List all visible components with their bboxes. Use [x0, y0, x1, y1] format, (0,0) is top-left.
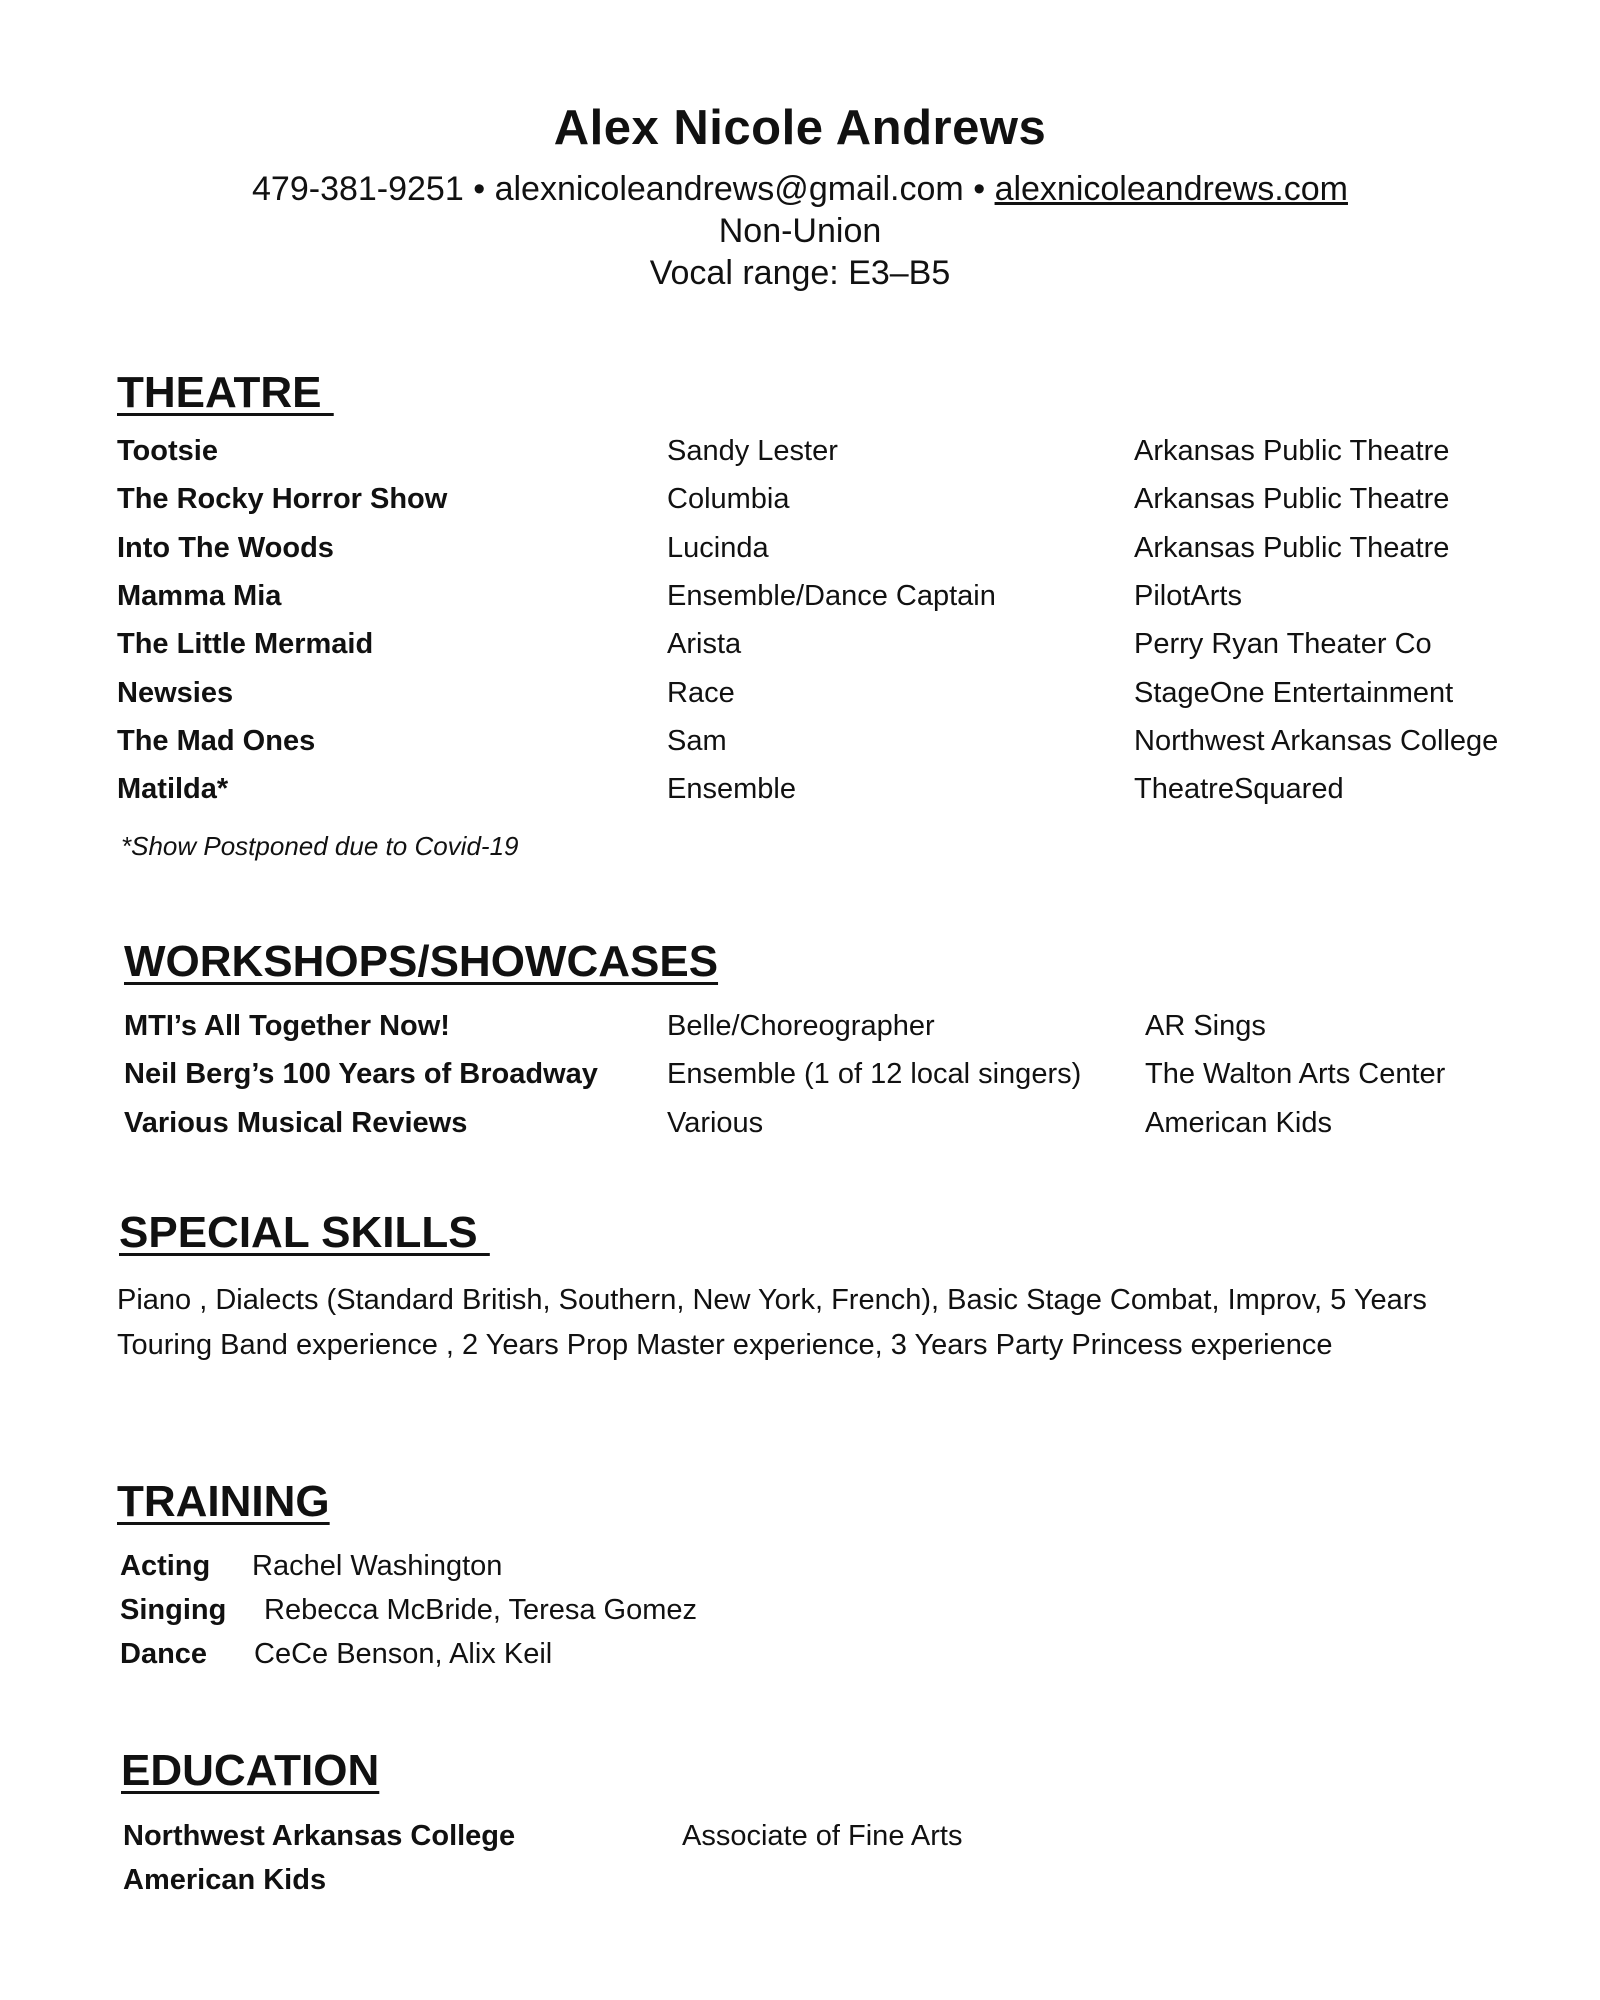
- resume-name: Alex Nicole Andrews: [553, 101, 1047, 155]
- school-name: American Kids: [123, 1864, 327, 1896]
- separator: •: [973, 170, 986, 208]
- show-title: Newsies: [117, 676, 234, 709]
- training-discipline: Acting: [120, 1550, 211, 1582]
- theatre-footnote: *Show Postponed due to Covid-19: [121, 831, 519, 861]
- role: Belle/Choreographer: [667, 1010, 935, 1042]
- role: Ensemble/Dance Captain: [667, 579, 996, 612]
- company: The Walton Arts Center: [1145, 1058, 1446, 1091]
- show-title: Into The Woods: [117, 531, 334, 564]
- vocal-range: Vocal range: E3–B5: [649, 254, 951, 292]
- training-instructors: CeCe Benson, Alix Keil: [254, 1638, 553, 1670]
- show-title: Mamma Mia: [117, 579, 282, 612]
- role: Race: [667, 676, 735, 709]
- show-title: The Mad Ones: [117, 724, 316, 757]
- company: TheatreSquared: [1134, 773, 1344, 806]
- training-instructors: Rachel Washington: [252, 1550, 503, 1582]
- school-name: Northwest Arkansas College: [123, 1820, 516, 1852]
- website-link[interactable]: alexnicoleandrews.com: [994, 170, 1348, 208]
- role: Sam: [667, 724, 727, 757]
- role: Ensemble: [667, 773, 796, 806]
- show-title: Tootsie: [117, 435, 218, 467]
- company: American Kids: [1145, 1106, 1332, 1139]
- company: Arkansas Public Theatre: [1134, 435, 1450, 467]
- show-title: The Little Mermaid: [117, 628, 374, 661]
- company: Northwest Arkansas College: [1134, 724, 1499, 757]
- company: Arkansas Public Theatre: [1134, 483, 1450, 516]
- role: Ensemble (1 of 12 local singers): [667, 1058, 1082, 1091]
- show-title: MTI’s All Together Now!: [124, 1010, 450, 1042]
- email-address: alexnicoleandrews@gmail.com: [494, 170, 964, 208]
- training-instructors: Rebecca McBride, Teresa Gomez: [264, 1594, 698, 1626]
- company: PilotArts: [1134, 579, 1242, 612]
- company: Perry Ryan Theater Co: [1134, 628, 1432, 661]
- training-discipline: Singing: [120, 1594, 227, 1626]
- education-heading: EDUCATION: [121, 1746, 380, 1795]
- show-title: The Rocky Horror Show: [117, 483, 448, 516]
- contact-line: [0, 170, 1600, 209]
- company: AR Sings: [1145, 1010, 1266, 1042]
- special-skills-text: Piano , Dialects (Standard British, Southern, New York, French), Basic Stage Combat, Improv, 5 Years Touring Band experience , 2 Years Prop Master experience, 3 Years Party Princess experience: [117, 1284, 1427, 1361]
- role: Columbia: [667, 483, 790, 516]
- theatre-heading: THEATRE: [117, 368, 334, 417]
- training-discipline: Dance: [120, 1638, 208, 1670]
- workshops-heading: WORKSHOPS/SHOWCASES: [124, 937, 719, 986]
- role: Various: [667, 1106, 764, 1139]
- role: Lucinda: [667, 531, 769, 564]
- role: Arista: [667, 628, 742, 661]
- show-title: Neil Berg’s 100 Years of Broadway: [124, 1058, 598, 1091]
- show-title: Matilda*: [117, 773, 229, 806]
- union-status: Non-Union: [718, 212, 882, 250]
- company: Arkansas Public Theatre: [1134, 531, 1450, 564]
- phone-number: 479-381-9251: [252, 170, 464, 208]
- separator: •: [473, 170, 486, 208]
- special-skills-heading: SPECIAL SKILLS: [119, 1208, 490, 1257]
- role: Sandy Lester: [667, 435, 838, 467]
- degree: Associate of Fine Arts: [682, 1820, 963, 1852]
- show-title: Various Musical Reviews: [124, 1106, 468, 1139]
- training-heading: TRAINING: [117, 1477, 330, 1526]
- company: StageOne Entertainment: [1134, 676, 1454, 709]
